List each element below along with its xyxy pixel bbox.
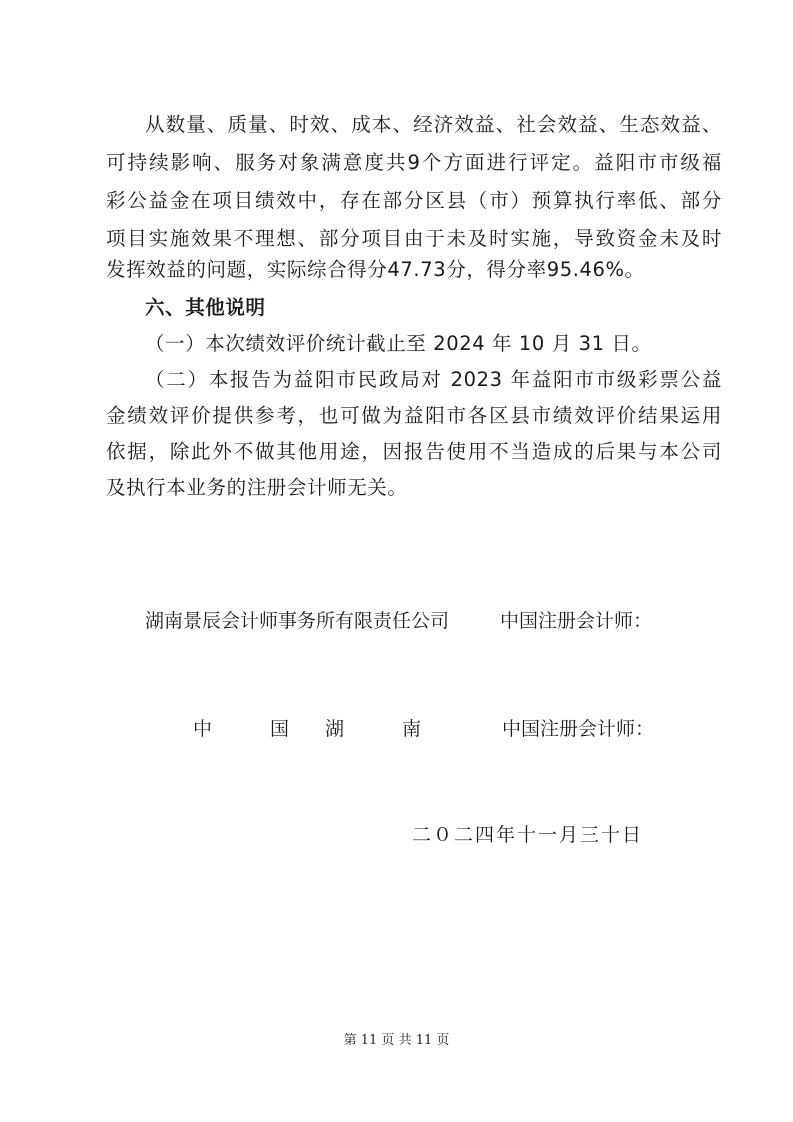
paragraph-line: 及执行本业务的注册会计师无关。 [106,476,408,499]
paragraph-line: 可持续影响、服务对象满意度共9个方面进行评定。益阳市市级福 [106,151,722,174]
firm-name: 湖南景辰会计师事务所有限责任公司 [145,610,450,632]
cpa-signature-label: 中国注册会计师： [500,610,653,632]
page-number: 第 11 页 共 11 页 [343,1033,450,1048]
paragraph-line: 依据，除此外不做其他用途，因报告使用不当造成的后果与本公司 [106,440,722,463]
section-heading: 六、其他说明 [145,296,266,319]
paragraph-line: （二）本报告为益阳市民政局对 2023 年益阳市市级彩票公益 [145,368,722,391]
paragraph-line: （一）本次绩效评价统计截止至 2024 年 10 月 31 日。 [145,332,652,355]
location-china: 中 国 [193,718,316,740]
cpa-signature-label: 中国注册会计师： [502,718,655,740]
paragraph-line: 金绩效评价提供参考，也可做为益阳市各区县市绩效评价结果运用 [106,404,722,427]
paragraph-line: 项目实施效果不理想、部分项目由于未及时实施，导致资金未及时 [106,227,722,250]
location-hunan: 湖 南 [325,718,448,740]
paragraph-line: 彩公益金在项目绩效中，存在部分区县（市）预算执行率低、部分 [106,189,722,212]
paragraph-line: 发挥效益的问题，实际综合得分47.73分，得分率95.46%。 [106,258,645,281]
paragraph-line: 从数量、质量、时效、成本、经济效益、社会效益、生态效益、 [145,113,722,136]
report-date: 二０二四年十一月三十日 [412,824,644,846]
